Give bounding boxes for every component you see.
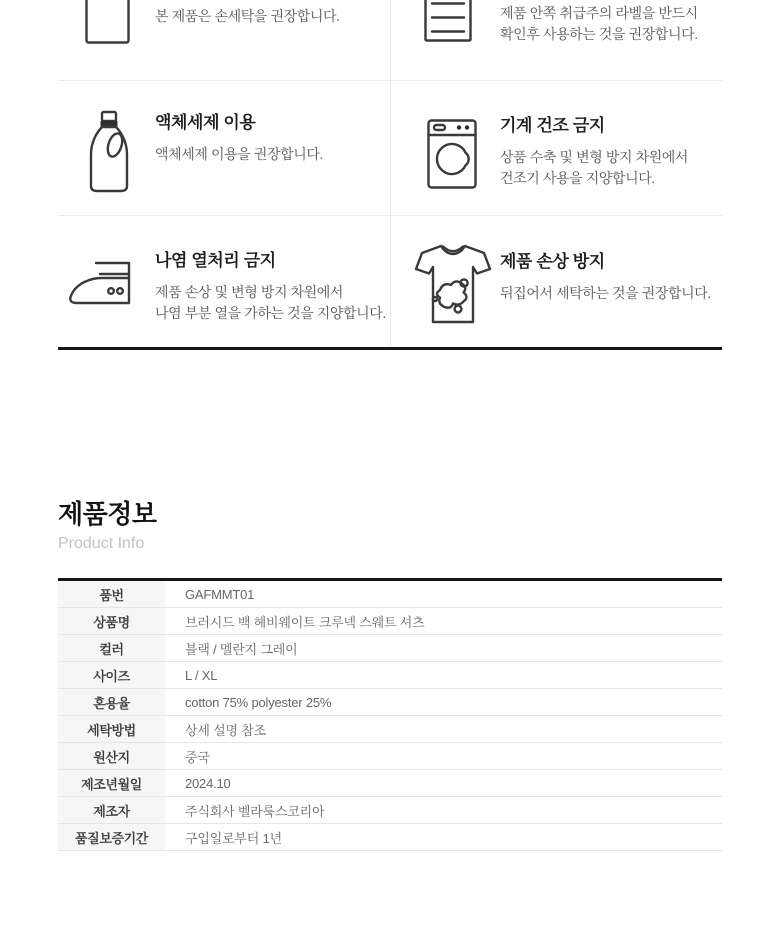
care-label-icon: [424, 0, 472, 42]
care-item-desc: 제품 안쪽 취급주의 라벨을 반드시: [500, 5, 698, 21]
row-label: 사이즈: [58, 662, 165, 689]
table-row: [58, 824, 722, 851]
row-label: 컬러: [58, 635, 165, 662]
hand-wash-icon: [85, 0, 130, 44]
page-title: 제품정보: [58, 499, 157, 529]
table-row: [58, 608, 722, 635]
care-item-desc: 나염 부분 열을 가하는 것을 지양합니다.: [155, 305, 386, 321]
care-item-desc: 확인후 사용하는 것을 권장합니다.: [500, 26, 698, 42]
washing-machine-icon: [427, 119, 477, 189]
row-label: 품질보증기간: [58, 824, 165, 851]
row-value: 주식회사 벨라룩스코리아: [165, 797, 722, 824]
row-label: 제조자: [58, 797, 165, 824]
care-item-liquid-detergent: [155, 113, 323, 165]
row-value: cotton 75% polyester 25%: [165, 689, 722, 716]
row-value: 2024.10: [165, 770, 722, 797]
row-value: GAFMMT01: [165, 580, 722, 608]
care-item-no-heat-on-print: [155, 251, 386, 324]
care-item-hand-wash: [155, 6, 340, 27]
row-value: 중국: [165, 743, 722, 770]
product-info-table: [58, 578, 722, 851]
care-item-wash-inside-out: [500, 252, 711, 304]
table-row: [58, 689, 722, 716]
row-value: 블랙 / 멜란지 그레이: [165, 635, 722, 662]
row-value: 브러시드 백 헤비웨이트 크루넥 스웨트 셔츠: [165, 608, 722, 635]
section-end-line: [58, 347, 722, 350]
row-label: 혼용율: [58, 689, 165, 716]
care-item-title: 액체세제 이용: [155, 113, 256, 132]
row-label: 품번: [58, 580, 165, 608]
row-label: 세탁방법: [58, 716, 165, 743]
divider-vertical: [390, 0, 391, 347]
care-item-title: 기계 건조 금지: [500, 116, 605, 135]
care-item-desc: 액체세제 이용을 권장합니다.: [155, 146, 323, 162]
care-item-desc: 상품 수축 및 변형 방지 차원에서: [500, 149, 689, 165]
care-item-desc: 제품 손상 및 변형 방지 차원에서: [155, 284, 344, 300]
row-value: L / XL: [165, 662, 722, 689]
care-item-desc: 본 제품은 손세탁을 권장합니다.: [155, 8, 340, 24]
care-item-desc: 건조기 사용을 지양합니다.: [500, 170, 655, 186]
table-row: [58, 743, 722, 770]
row-value: 상세 설명 참조: [165, 716, 722, 743]
table-row: [58, 716, 722, 743]
table-row: [58, 770, 722, 797]
care-item-check-label: [500, 3, 698, 45]
row-label: 상품명: [58, 608, 165, 635]
row-label: 제조년월일: [58, 770, 165, 797]
table-row: [58, 580, 722, 608]
table-row: [58, 662, 722, 689]
iron-icon: [66, 260, 134, 306]
care-item-no-machine-dry: [500, 116, 688, 189]
page-subtitle: Product Info: [58, 535, 145, 552]
care-item-desc: 뒤집어서 세탁하는 것을 권장합니다.: [500, 285, 711, 301]
row-label: 원산지: [58, 743, 165, 770]
table-row: [58, 635, 722, 662]
care-item-title: 제품 손상 방지: [500, 252, 605, 271]
table-row: [58, 797, 722, 824]
row-value: 구입일로부터 1년: [165, 824, 722, 851]
tshirt-icon: [414, 243, 492, 327]
detergent-bottle-icon: [88, 110, 130, 194]
care-item-title: 나염 열처리 금지: [155, 251, 276, 270]
